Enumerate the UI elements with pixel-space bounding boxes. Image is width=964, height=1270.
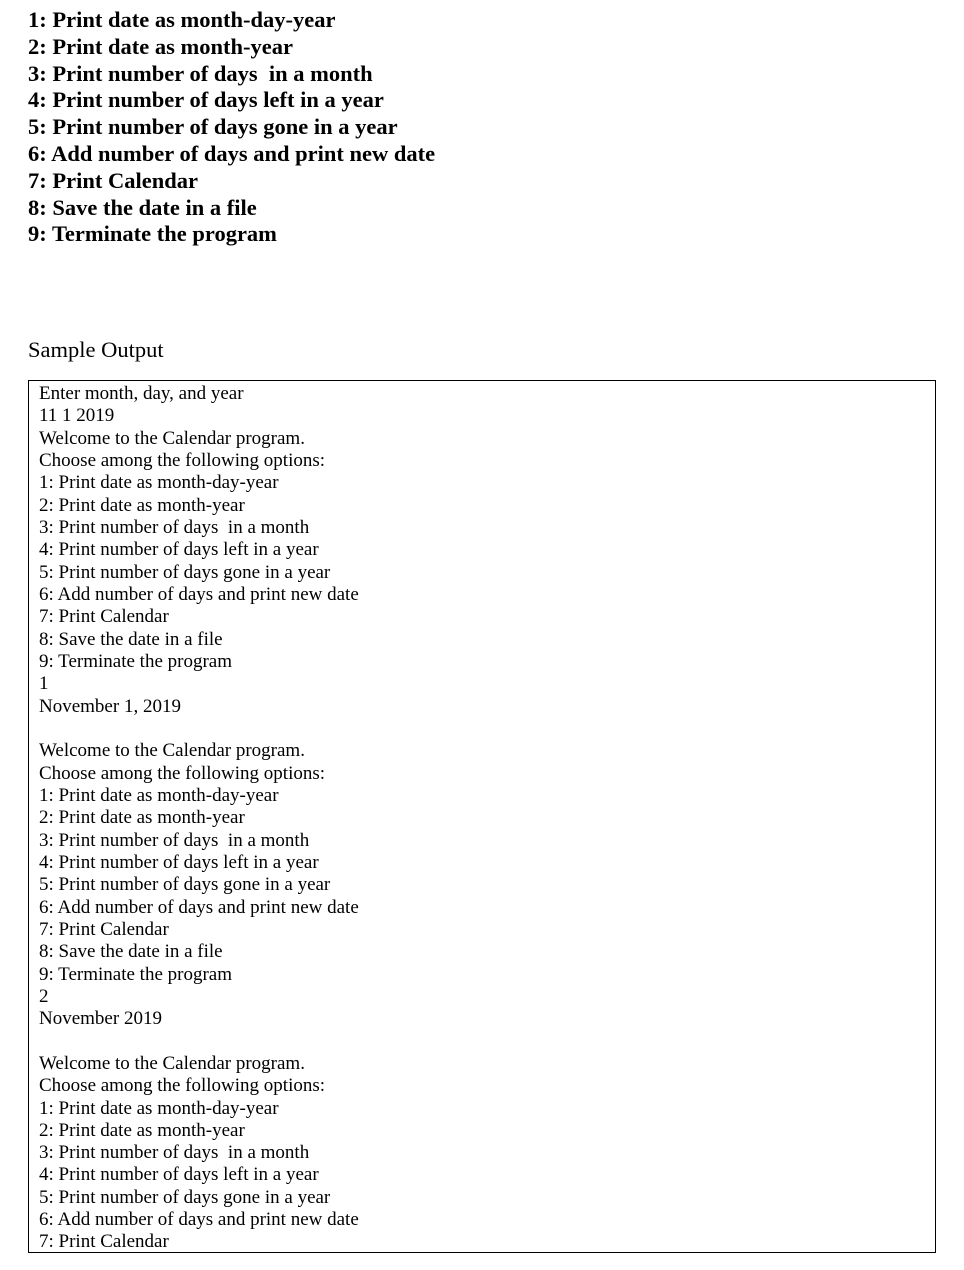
output-line: 6: Add number of days and print new date (39, 896, 359, 918)
output-line: 5: Print number of days gone in a year (39, 874, 331, 896)
menu-option-7: 7: Print Calendar (28, 167, 198, 193)
output-line: 1: Print date as month-day-year (39, 784, 279, 806)
output-line: 2 (39, 985, 49, 1007)
output-line: 2: Print date as month-year (39, 1119, 245, 1141)
menu-option-8: 8: Save the date in a file (28, 194, 257, 220)
output-line: 6: Add number of days and print new date (39, 1209, 359, 1231)
output-line: Welcome to the Calendar program. (39, 427, 305, 449)
menu-option-4: 4: Print number of days left in a year (28, 87, 384, 113)
menu-option-6: 6: Add number of days and print new date (28, 140, 436, 166)
sample-output-heading: Sample Output (28, 337, 164, 362)
output-line: 8: Save the date in a file (39, 941, 223, 963)
output-line: 1 (39, 673, 49, 695)
output-line: November 1, 2019 (39, 695, 181, 717)
output-line: 3: Print number of days in a month (39, 829, 310, 851)
output-line: 5: Print number of days gone in a year (39, 561, 331, 583)
output-line: Choose among the following options: (39, 762, 326, 784)
output-line: 7: Print Calendar (39, 1231, 169, 1253)
output-line (39, 1031, 359, 1053)
menu-option-5: 5: Print number of days gone in a year (28, 114, 398, 140)
output-line: Enter month, day, and year (39, 383, 244, 404)
output-line: 3: Print number of days in a month (39, 1142, 310, 1164)
output-line: 9: Terminate the program (39, 963, 233, 985)
output-line: 7: Print Calendar (39, 918, 169, 940)
menu-option-2: 2: Print date as month-year (28, 33, 293, 59)
output-line: Welcome to the Calendar program. (39, 1052, 305, 1074)
output-line: 7: Print Calendar (39, 606, 169, 628)
menu-options-list (28, 7, 435, 248)
menu-option-1: 1: Print date as month-day-year (28, 7, 336, 32)
output-line: 4: Print number of days left in a year (39, 1164, 319, 1186)
output-line: 1: Print date as month-day-year (39, 472, 279, 494)
output-line: Choose among the following options: (39, 1075, 326, 1097)
sample-output-box (28, 380, 936, 1253)
output-line: 3: Print number of days in a month (39, 516, 310, 538)
output-line: 2: Print date as month-year (39, 807, 245, 829)
output-line: Welcome to the Calendar program. (39, 740, 305, 762)
menu-option-9: 9: Terminate the program (28, 221, 277, 247)
output-line: 9: Terminate the program (39, 650, 233, 672)
output-line: 2: Print date as month-year (39, 494, 245, 516)
output-line: 6: Add number of days and print new date (39, 583, 359, 605)
sample-output-lines (39, 383, 359, 1253)
output-line: 8: Save the date in a file (39, 628, 223, 650)
output-line (39, 718, 359, 740)
output-line: Choose among the following options: (39, 449, 326, 471)
output-line: 4: Print number of days left in a year (39, 851, 319, 873)
output-line: November 2019 (39, 1008, 162, 1030)
output-line: 4: Print number of days left in a year (39, 539, 319, 561)
menu-option-3: 3: Print number of days in a month (28, 60, 373, 86)
output-line: 5: Print number of days gone in a year (39, 1186, 331, 1208)
output-line: 1: Print date as month-day-year (39, 1097, 279, 1119)
output-line: 11 1 2019 (39, 405, 115, 427)
